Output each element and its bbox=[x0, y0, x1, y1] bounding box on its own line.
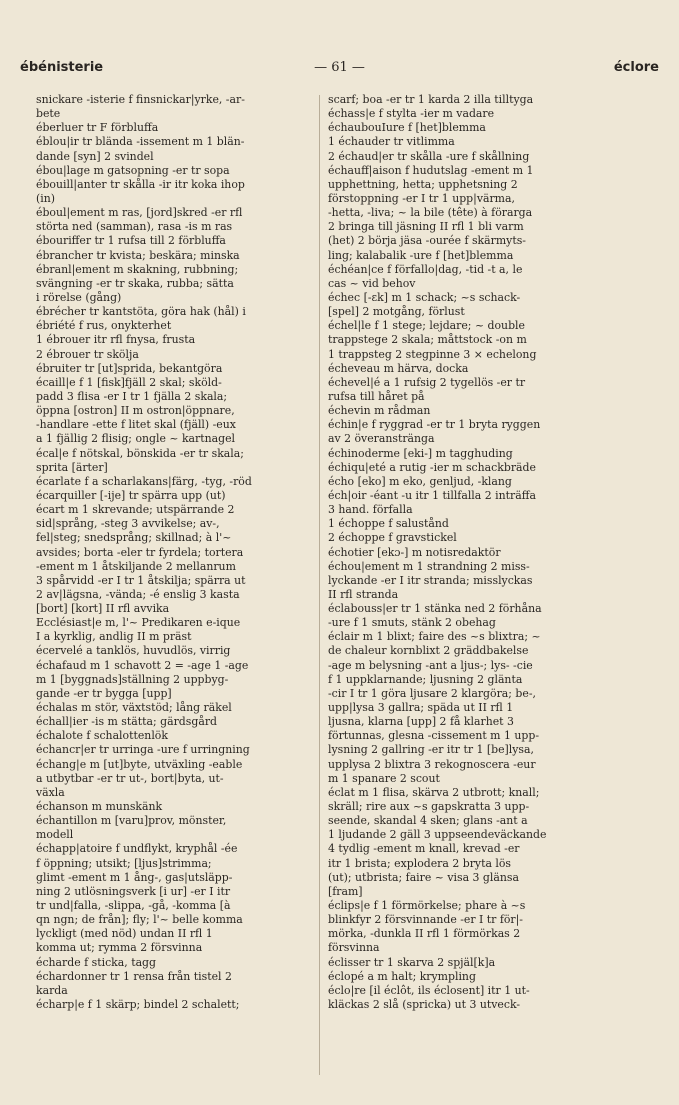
dictionary-line: f öppning; utsikt; [ljus]strimma; bbox=[36, 856, 212, 870]
dictionary-line: échou|ement m 1 strandning 2 miss- bbox=[328, 559, 530, 573]
dictionary-line: sid|språng, -steg 3 avvikelse; av-, bbox=[36, 517, 220, 531]
dictionary-line: 2 bringa till jäsning II rfl 1 bli varm bbox=[328, 220, 524, 234]
dictionary-line: éclopé a m halt; krympling bbox=[328, 969, 476, 983]
dictionary-line: a utbytbar -er tr ut-, bort|byta, ut- bbox=[36, 771, 224, 785]
dictionary-line: [fram] bbox=[328, 884, 363, 898]
dictionary-line: rufsa till håret på bbox=[328, 389, 425, 403]
dictionary-line: a 1 fjällig 2 flisig; ongle ~ kartnagel bbox=[36, 432, 236, 446]
dictionary-line: 1 trappsteg 2 stegpinne 3 ⨯ echelong bbox=[328, 347, 537, 361]
dictionary-line: snickare -isterie f finsnickar|yrke, -ar- bbox=[36, 93, 245, 106]
dictionary-line: échiqu|eté a rutig -ier m schackbräde bbox=[328, 460, 536, 474]
dictionary-line: échantillon m [varu]prov, mönster, bbox=[36, 814, 227, 828]
dictionary-line: ljusna, klarna [upp] 2 få klarhet 3 bbox=[328, 715, 514, 729]
dictionary-line: qn ngn; de från]; fly; l'~ belle komma bbox=[36, 913, 243, 927]
dictionary-line: upp|lysa 3 gallra; späda ut II rfl 1 bbox=[328, 701, 514, 715]
left-column bbox=[36, 93, 312, 1012]
dictionary-line: échotier [ekɔ-] m notisredaktör bbox=[328, 545, 501, 559]
dictionary-line: bete bbox=[36, 107, 61, 121]
dictionary-line: ébou|lage m gatsopning -er tr sopa bbox=[36, 163, 230, 177]
dictionary-line: échinoderme [eki-] m tagghuding bbox=[328, 446, 513, 460]
dictionary-line: échéan|ce f förfallo|dag, -tid -t a, le bbox=[328, 262, 523, 276]
dictionary-line: av 2 överanstränga bbox=[328, 432, 435, 446]
dictionary-line: -ure f 1 smuts, stänk 2 obehag bbox=[328, 616, 496, 630]
dictionary-line: förstoppning -er I tr 1 upp|värma, bbox=[328, 191, 515, 205]
dictionary-line: ébrancher tr kvista; beskära; minska bbox=[36, 248, 240, 262]
dictionary-line: -age m belysning -ant a ljus-; lys- -cie bbox=[328, 658, 533, 672]
dictionary-line: 3 spårvidd -er I tr 1 åtskilja; spärra ut bbox=[36, 573, 246, 587]
dictionary-line: sprita [ärter] bbox=[36, 460, 108, 474]
dictionary-line: écal|e f nötskal, bönskida -er tr skala; bbox=[36, 446, 244, 460]
header-first-word: ébénisterie bbox=[20, 60, 104, 75]
dictionary-line: écarquiller [-ije] tr spärra upp (ut) bbox=[36, 488, 226, 502]
dictionary-line: avsides; borta -eler tr fyrdela; tortera bbox=[36, 545, 244, 559]
dictionary-line: éclips|e f 1 förmörkelse; phare à ~s bbox=[328, 899, 526, 913]
dictionary-line: 4 tydlig -ement m knall, krevad -er bbox=[328, 842, 520, 856]
dictionary-line: ébrécher tr kantstöta, göra hak (hål) i bbox=[36, 305, 246, 319]
dictionary-line: échevin m rådman bbox=[328, 404, 431, 418]
dictionary-line: ébouill|anter tr skålla -ir itr koka ihop bbox=[36, 177, 245, 191]
dictionary-line: ling; kalabalik -ure f [het]blemma bbox=[328, 248, 514, 262]
dictionary-line: m 1 [byggnads]ställning 2 uppbyg- bbox=[36, 672, 229, 686]
dictionary-line: éclisser tr 1 skarva 2 spjäl[k]a bbox=[328, 955, 496, 969]
header-last-word: éclore bbox=[613, 60, 659, 75]
dictionary-line: modell bbox=[36, 828, 74, 842]
dictionary-line: itr 1 brista; explodera 2 bryta lös bbox=[328, 856, 512, 870]
dictionary-line: échass|e f stylta -ier m vadare bbox=[328, 107, 495, 121]
dictionary-line: écharp|e f 1 skärp; bindel 2 schalett; bbox=[36, 998, 240, 1011]
dictionary-line: cas ~ vid behov bbox=[328, 276, 416, 290]
dictionary-line: förtunnas, glesna -cissement m 1 upp- bbox=[328, 729, 540, 743]
dictionary-line: 3 hand. förfalla bbox=[328, 503, 413, 517]
dictionary-line: écaill|e f 1 [fisk]fjäll 2 skal; sköld- bbox=[36, 375, 222, 389]
dictionary-line: écarlate f a scharlakans|färg, -tyg, -röd bbox=[36, 474, 252, 488]
dictionary-line: upphettning, hetta; upphetsning 2 bbox=[328, 177, 518, 191]
dictionary-line: störta ned (samman), rasa -is m ras bbox=[36, 220, 233, 234]
dictionary-line: (in) bbox=[36, 191, 55, 205]
dictionary-line: -hetta, -liva; ~ la bile (tête) à förarga bbox=[328, 206, 533, 220]
dictionary-line: 2 échoppe f gravstickel bbox=[328, 531, 457, 545]
dictionary-line: -handlare -ette f litet skal (fjäll) -eux bbox=[36, 418, 236, 432]
dictionary-line: padd 3 flisa -er I tr 1 fjälla 2 skala; bbox=[36, 389, 228, 403]
dictionary-line: échalote f schalottenlök bbox=[36, 729, 168, 743]
dictionary-line: 1 ljudande 2 gäll 3 uppseendeväckande bbox=[328, 828, 547, 842]
dictionary-line: skräll; rire aux ~s gapskratta 3 upp- bbox=[328, 800, 530, 814]
dictionary-line: éblou|ir tr blända -issement m 1 blän- bbox=[36, 135, 245, 149]
dictionary-line: échaubouIure f [het]blemma bbox=[328, 121, 486, 135]
dictionary-line: éberluer tr F förbluffa bbox=[36, 121, 159, 135]
dictionary-line: komma ut; rymma 2 försvinna bbox=[36, 941, 203, 955]
dictionary-line: I a kyrklig, andlig II m präst bbox=[36, 630, 192, 644]
dictionary-line: 2 ébrouer tr skölja bbox=[36, 347, 139, 361]
dictionary-line: éch|oir -éant -u itr 1 tillfalla 2 inträffa bbox=[328, 488, 536, 502]
dictionary-line: de chaleur kornblixt 2 gräddbakelse bbox=[328, 644, 529, 658]
dictionary-line: växla bbox=[36, 785, 65, 799]
dictionary-line: échauff|aison f hudutslag -ement m 1 bbox=[328, 163, 534, 177]
dictionary-line: [bort] [kort] II rfl avvika bbox=[36, 602, 170, 616]
dictionary-line: [spel] 2 motgång, förlust bbox=[328, 305, 465, 319]
dictionary-line: échalas m stör, växtstöd; lång räkel bbox=[36, 701, 232, 715]
dictionary-line: 1 ébrouer itr rfl fnysa, frusta bbox=[36, 333, 196, 347]
dictionary-line: éclair m 1 blixt; faire des ~s blixtra; ~ bbox=[328, 630, 541, 644]
dictionary-line: 1 échoppe f salustånd bbox=[328, 517, 449, 531]
dictionary-line: écho [eko] m eko, genljud, -klang bbox=[328, 474, 512, 488]
dictionary-line: ébouriffer tr 1 rufsa till 2 förbluffa bbox=[36, 234, 226, 248]
dictionary-line: échall|ier -is m stätta; gärdsgård bbox=[36, 715, 217, 729]
dictionary-line: svängning -er tr skaka, rubba; sätta bbox=[36, 276, 234, 290]
dictionary-line: ébriété f rus, onykterhet bbox=[36, 319, 172, 333]
dictionary-line: dande [syn] 2 svindel bbox=[36, 149, 154, 163]
dictionary-line: seende, skandal 4 sken; glans -ant a bbox=[328, 814, 528, 828]
dictionary-line: karda bbox=[36, 983, 68, 997]
dictionary-line: éclo|re [il éclôt, ils éclosent] itr 1 ut- bbox=[328, 983, 530, 997]
dictionary-line: écharde f sticka, tagg bbox=[36, 955, 157, 969]
running-header bbox=[20, 60, 659, 82]
dictionary-line: lyckande -er I itr stranda; misslyckas bbox=[328, 573, 533, 587]
dictionary-line: scarf; boa -er tr 1 karda 2 illa tilltyga bbox=[328, 93, 534, 106]
dictionary-line: 2 échaud|er tr skålla -ure f skållning bbox=[328, 149, 530, 163]
dictionary-line: II rfl stranda bbox=[328, 587, 399, 601]
dictionary-line: ébranl|ement m skakning, rubbning; bbox=[36, 262, 239, 276]
dictionary-line: trappstege 2 skala; måttstock -on m bbox=[328, 333, 527, 347]
dictionary-line: 1 échauder tr vitlimma bbox=[328, 135, 455, 149]
dictionary-line: öppna [ostron] II m ostron|öppnare, bbox=[36, 404, 235, 418]
dictionary-line: écart m 1 skrevande; utspärrande 2 bbox=[36, 503, 235, 517]
dictionary-line: fel|steg; snedsprång; skillnad; à l'~ bbox=[36, 531, 232, 545]
dictionary-line: échang|e m [ut]byte, utväxling -eable bbox=[36, 757, 243, 771]
dictionary-line: échevel|é a 1 rufsig 2 tygellös -er tr bbox=[328, 375, 526, 389]
dictionary-line: échafaud m 1 schavott 2 = -age 1 -age bbox=[36, 658, 249, 672]
dictionary-line: m 1 spanare 2 scout bbox=[328, 771, 440, 785]
dictionary-line: -ement m 1 åtskiljande 2 mellanrum bbox=[36, 559, 236, 573]
dictionary-line: f 1 uppklarnande; ljusning 2 glänta bbox=[328, 672, 523, 686]
dictionary-line: éclabouss|er tr 1 stänka ned 2 förhåna bbox=[328, 602, 542, 616]
dictionary-line: i rörelse (gång) bbox=[36, 290, 122, 304]
page-number: — 61 — bbox=[314, 60, 365, 75]
dictionary-line: gande -er tr bygga [upp] bbox=[36, 686, 172, 700]
dictionary-line: Ecclésiast|e m, l'~ Predikaren e-ique bbox=[36, 616, 241, 630]
dictionary-line: lysning 2 gallring -er itr tr 1 [be]lysa, bbox=[328, 743, 534, 757]
dictionary-line: kläckas 2 slå (spricka) ut 3 utveck- bbox=[328, 998, 521, 1011]
dictionary-line: échancr|er tr urringa -ure f urringning bbox=[36, 743, 250, 757]
right-column bbox=[328, 93, 644, 1012]
dictionary-line: écheveau m härva, docka bbox=[328, 361, 469, 375]
dictionary-line: échel|le f 1 stege; lejdare; ~ double bbox=[328, 319, 525, 333]
dictionary-line: blinkfyr 2 försvinnande -er I tr för|- bbox=[328, 913, 523, 927]
column-divider bbox=[319, 95, 320, 1075]
dictionary-line: échin|e f ryggrad -er tr 1 bryta ryggen bbox=[328, 418, 541, 432]
dictionary-line: échec [-ɛk] m 1 schack; ~s schack- bbox=[328, 290, 521, 304]
dictionary-line: ning 2 utlösningsverk [i ur] -er I itr bbox=[36, 884, 231, 898]
dictionary-line: (ut); utbrista; faire ~ visa 3 glänsa bbox=[328, 870, 519, 884]
dictionary-line: försvinna bbox=[328, 941, 380, 955]
dictionary-line: éboul|ement m ras, [jord]skred -er rfl bbox=[36, 206, 243, 220]
dictionary-line: échanson m munskänk bbox=[36, 800, 163, 814]
dictionary-line: lyckligt (med nöd) undan II rfl 1 bbox=[36, 927, 213, 941]
dictionary-line: tr und|falla, -slippa, -gå, -komma [à bbox=[36, 899, 231, 913]
dictionary-line: éclat m 1 flisa, skärva 2 utbrott; knall; bbox=[328, 785, 540, 799]
dictionary-line: ébruiter tr [ut]sprida, bekantgöra bbox=[36, 361, 223, 375]
dictionary-line: upplysa 2 blixtra 3 rekognoscera -eur bbox=[328, 757, 536, 771]
dictionary-line: glimt -ement m 1 ång-, gas|utsläpp- bbox=[36, 870, 233, 884]
dictionary-line: -cir I tr 1 göra ljusare 2 klargöra; be-, bbox=[328, 686, 536, 700]
dictionary-line: mörka, -dunkla II rfl 1 förmörkas 2 bbox=[328, 927, 521, 941]
dictionary-line: 2 av|lägsna, -vända; -é enslig 3 kasta bbox=[36, 587, 240, 601]
dictionary-line: échardonner tr 1 rensa från tistel 2 bbox=[36, 969, 232, 983]
dictionary-line: (het) 2 börja jäsa -ourée f skärmyts- bbox=[328, 234, 526, 248]
dictionary-line: échapp|atoire f undflykt, kryphål -ée bbox=[36, 842, 238, 856]
dictionary-line: écervelé a tanklös, huvudlös, virrig bbox=[36, 644, 231, 658]
